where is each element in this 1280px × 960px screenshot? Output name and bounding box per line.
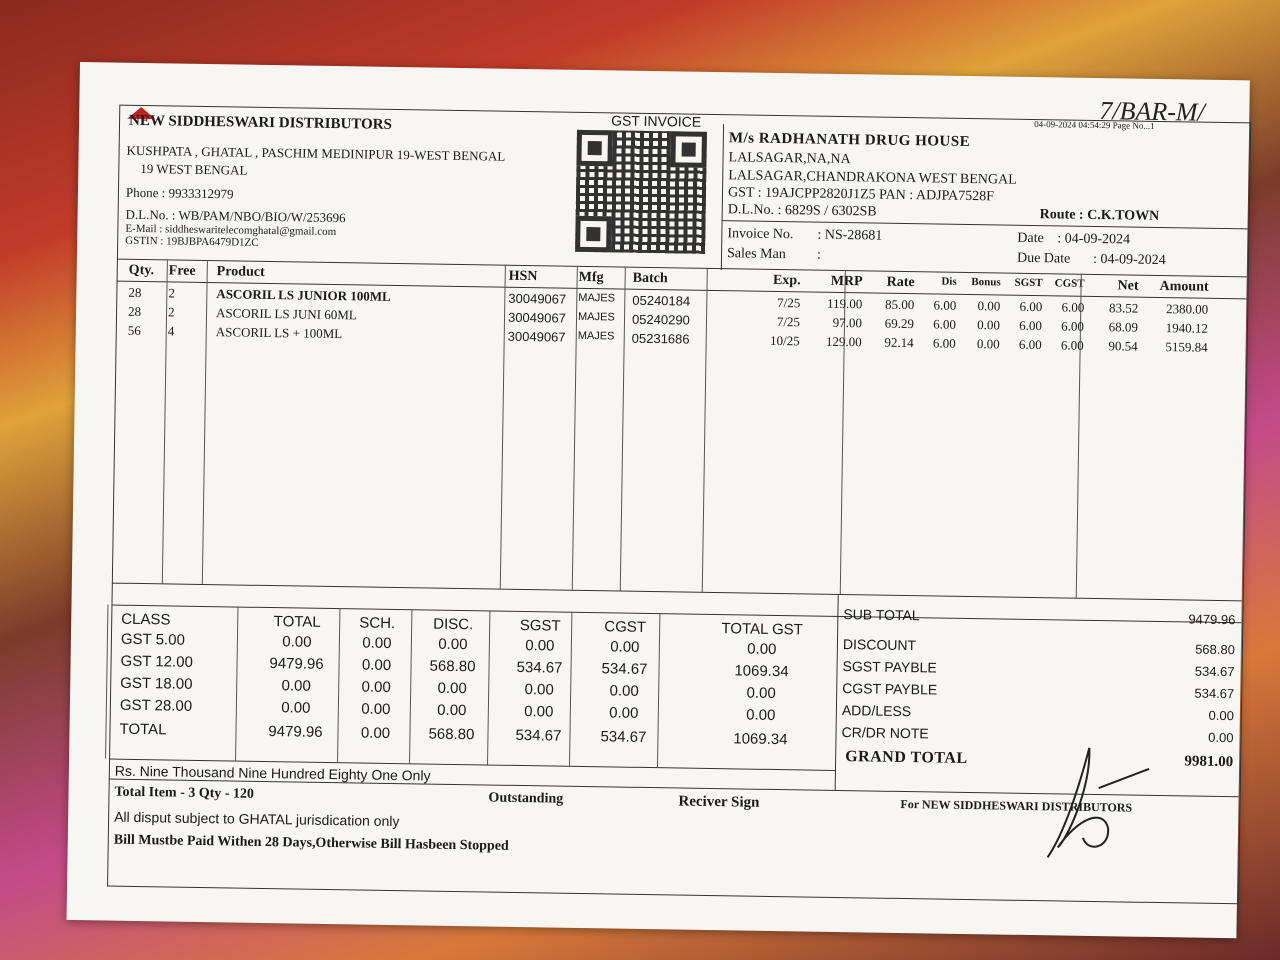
- summary-cell: 0.00: [362, 634, 392, 652]
- table-cell: 129.00: [825, 333, 862, 350]
- table-cell: 6.00: [1019, 298, 1043, 315]
- summary-cell: 0.00: [281, 677, 311, 695]
- seller-email: E-Mail : siddheswaritelecomghatal@gmail.com: [125, 222, 337, 239]
- column-header: Qty.: [128, 262, 155, 279]
- discount-value: 568.80: [1195, 641, 1236, 658]
- seller-name: NEW SIDDHESWARI DISTRIBUTORS: [128, 112, 393, 133]
- invoice-no-label: Invoice No.: [727, 226, 794, 243]
- summary-cell: 0.00: [360, 724, 391, 742]
- print-meta: 04-09-2024 04:54:29 Page No...1: [1034, 118, 1155, 131]
- table-cell: MAJES: [577, 329, 615, 343]
- summary-column-header: CGST: [604, 618, 647, 636]
- summary-column-rule: [105, 604, 108, 758]
- salesman-value: :: [816, 247, 822, 263]
- summary-cell: 0.00: [525, 637, 555, 655]
- jurisdiction-note: All disput subject to GHATAL jurisdication only: [114, 808, 400, 830]
- table-cell: 6.00: [933, 316, 957, 332]
- table-cell: ASCORIL LS JUNIOR 100ML: [216, 286, 391, 304]
- column-header: Net: [1117, 278, 1139, 294]
- summary-cell: 0.00: [438, 635, 468, 654]
- table-cell: 30049067: [508, 290, 567, 307]
- table-cell: 28: [128, 284, 142, 300]
- summary-cell: 0.00: [361, 700, 391, 718]
- summary-cell: 0.00: [524, 681, 554, 699]
- table-cell: 7/25: [776, 313, 801, 330]
- summary-cell: 1069.34: [733, 730, 788, 749]
- column-header: Dis: [941, 275, 957, 288]
- seller-address2: 19 WEST BENGAL: [140, 160, 248, 178]
- summary-cell: 1069.34: [734, 662, 789, 681]
- table-cell: 7/25: [777, 294, 801, 311]
- date-value: : 04-09-2024: [1057, 231, 1131, 248]
- summary-cell: 0.00: [437, 701, 467, 720]
- for-company: For NEW SIDDHESWARI DISTRIBUTORS: [900, 796, 1133, 815]
- invoice-no-value: : NS-28681: [817, 227, 883, 244]
- column-header: Exp.: [772, 272, 801, 289]
- table-cell: 85.00: [884, 296, 915, 313]
- table-cell: ASCORIL LS JUNI 60ML: [215, 305, 357, 323]
- addless-value: 0.00: [1208, 707, 1234, 724]
- table-cell: 0.00: [976, 336, 1000, 352]
- grand-total-label: GRAND TOTAL: [845, 748, 968, 768]
- table-cell: 6.00: [1061, 299, 1085, 315]
- table-cell: 2: [168, 285, 176, 301]
- salesman-label: Sales Man: [726, 246, 786, 263]
- summary-cell: 534.67: [600, 728, 647, 746]
- subtotal-value: 9479.96: [1188, 611, 1236, 628]
- column-header: CGST: [1054, 277, 1085, 290]
- sgst-label: SGST PAYBLE: [842, 658, 937, 676]
- seller-gstin: GSTIN : 19BJBPA6479D1ZC: [125, 234, 259, 249]
- cgst-value: 534.67: [1194, 685, 1235, 702]
- buyer-line1: LALSAGAR,NA,NA: [728, 150, 851, 168]
- column-header: Mfg: [578, 269, 604, 286]
- amount-words: Rs. Nine Thousand Nine Hundred Eighty One Only: [114, 762, 431, 784]
- grand-total-value: 9981.00: [1184, 753, 1234, 771]
- table-cell: 2: [167, 304, 175, 320]
- summary-cell: 0.00: [610, 638, 640, 656]
- item-table-columns: [80, 62, 1250, 80]
- column-header: SGST: [1014, 276, 1043, 290]
- summary-cell: 9479.96: [268, 723, 323, 741]
- table-cell: ASCORIL LS + 100ML: [215, 324, 343, 342]
- due-label: Due Date: [1016, 250, 1071, 267]
- table-cell: 05240184: [632, 292, 691, 309]
- table-cell: 5159.84: [1165, 339, 1208, 355]
- qr-code: [575, 130, 707, 254]
- seller-phone: Phone : 9933312979: [125, 184, 234, 202]
- signature: [1027, 727, 1169, 869]
- table-cell: 6.00: [933, 297, 957, 313]
- summary-cell: 568.80: [428, 725, 475, 744]
- table-cell: 28: [127, 303, 142, 319]
- summary-cell: 534.67: [516, 658, 563, 677]
- table-cell: 6.00: [1019, 317, 1043, 334]
- summary-cell: 0.00: [437, 679, 467, 698]
- buyer-gst: GST : 19AJCPP2820J1Z5 PAN : ADJPA7528F: [727, 185, 995, 205]
- table-cell: 10/25: [769, 332, 800, 349]
- table-cell: 68.09: [1108, 319, 1139, 335]
- summary-cell: GST 5.00: [120, 630, 186, 649]
- table-cell: 6.00: [1061, 318, 1085, 334]
- summary-column-header: SCH.: [359, 614, 396, 633]
- table-cell: 56: [127, 322, 141, 338]
- table-cell: 05231686: [631, 330, 690, 347]
- date-label: Date: [1017, 230, 1044, 247]
- summary-cell: 0.00: [747, 640, 777, 659]
- table-cell: 119.00: [826, 295, 863, 312]
- summary-column-header: TOTAL GST: [721, 620, 804, 639]
- subtotal-label: SUB TOTAL: [843, 606, 920, 624]
- table-cell: 30049067: [507, 309, 566, 326]
- column-header: HSN: [508, 268, 538, 285]
- table-cell: 6.00: [1018, 336, 1042, 353]
- table-cell: 30049067: [507, 328, 566, 345]
- crdr-value: 0.00: [1208, 729, 1234, 746]
- payment-terms: Bill Mustbe Paid Withen 28 Days,Otherwise Bill Hasbeen Stopped: [113, 832, 509, 854]
- summary-cell: 0.00: [361, 678, 391, 696]
- summary-column-header: CLASS: [121, 610, 171, 629]
- handwritten-note: 7/BAR-M/: [1099, 96, 1206, 127]
- table-cell: MAJES: [578, 291, 616, 305]
- table-cell: 05240290: [631, 311, 690, 328]
- summary-cell: 0.00: [524, 703, 554, 721]
- seller-address1: KUSHPATA , GHATAL , PASCHIM MEDINIPUR 19-WEST BENGAL: [126, 142, 506, 164]
- table-cell: 90.54: [1108, 338, 1138, 354]
- due-value: : 04-09-2024: [1092, 251, 1166, 269]
- column-header: Free: [168, 263, 196, 279]
- column-header: Bonus: [971, 276, 1001, 289]
- table-cell: 69.29: [884, 315, 915, 332]
- summary-cell: 0.00: [746, 706, 776, 725]
- table-cell: 4: [167, 323, 175, 339]
- table-cell: 1940.12: [1165, 320, 1209, 336]
- table-cell: 6.00: [932, 335, 956, 351]
- table-cell: MAJES: [577, 310, 615, 324]
- column-header: Batch: [632, 270, 668, 287]
- summary-cell: 0.00: [361, 656, 392, 674]
- table-cell: 92.14: [884, 334, 914, 351]
- summary-cell: GST 28.00: [119, 696, 193, 715]
- summary-cell: 0.00: [282, 633, 312, 651]
- column-header: MRP: [830, 273, 863, 290]
- table-cell: 2380.00: [1165, 301, 1209, 317]
- table-cell: 97.00: [832, 314, 863, 331]
- column-header: Rate: [886, 274, 915, 291]
- crdr-label: CR/DR NOTE: [841, 724, 929, 742]
- buyer-route: Route : C.K.TOWN: [1039, 207, 1160, 224]
- invoice-paper: [67, 62, 1250, 938]
- buyer-dl: D.L.No. : 6829S / 6302SB: [727, 202, 877, 220]
- outstanding-label: Outstanding: [488, 790, 564, 807]
- discount-label: DISCOUNT: [842, 636, 917, 654]
- invoice-type: GST INVOICE: [611, 112, 702, 130]
- summary-cell: 534.67: [601, 660, 648, 678]
- table-cell: 6.00: [1060, 337, 1084, 353]
- buyer-line2: LALSAGAR,CHANDRAKONA WEST BENGAL: [728, 168, 1017, 188]
- buyer-name: M/s RADHANATH DRUG HOUSE: [728, 130, 971, 150]
- table-cell: 83.52: [1108, 300, 1139, 316]
- summary-cell: GST 12.00: [120, 652, 193, 671]
- seller-dl: D.L.No. : WB/PAM/NBO/BIO/W/253696: [125, 206, 346, 226]
- summary-cell: 0.00: [281, 699, 311, 717]
- summary-cell: 0.00: [746, 684, 776, 703]
- addless-label: ADD/LESS: [841, 702, 912, 720]
- receiver-sign-label: Reciver Sign: [678, 793, 760, 811]
- summary-cell: 0.00: [609, 704, 639, 722]
- summary-cell: GST 18.00: [120, 674, 193, 693]
- table-cell: 0.00: [977, 317, 1001, 333]
- summary-cell: 0.00: [609, 682, 639, 700]
- summary-cell: 534.67: [515, 726, 562, 745]
- column-header: Product: [216, 264, 265, 280]
- summary-cell: TOTAL: [119, 720, 167, 739]
- cgst-label: CGST PAYBLE: [842, 680, 938, 698]
- summary-column-header: DISC.: [433, 615, 474, 634]
- total-items: Total Item - 3 Qty - 120: [114, 784, 255, 802]
- summary-cell: 568.80: [429, 657, 476, 676]
- table-cell: 0.00: [977, 298, 1001, 314]
- summary-column-header: TOTAL: [273, 613, 321, 631]
- column-header: Amount: [1159, 278, 1209, 295]
- summary-column-header: SGST: [519, 616, 561, 635]
- sgst-value: 534.67: [1194, 663, 1235, 680]
- summary-cell: 9479.96: [269, 655, 324, 673]
